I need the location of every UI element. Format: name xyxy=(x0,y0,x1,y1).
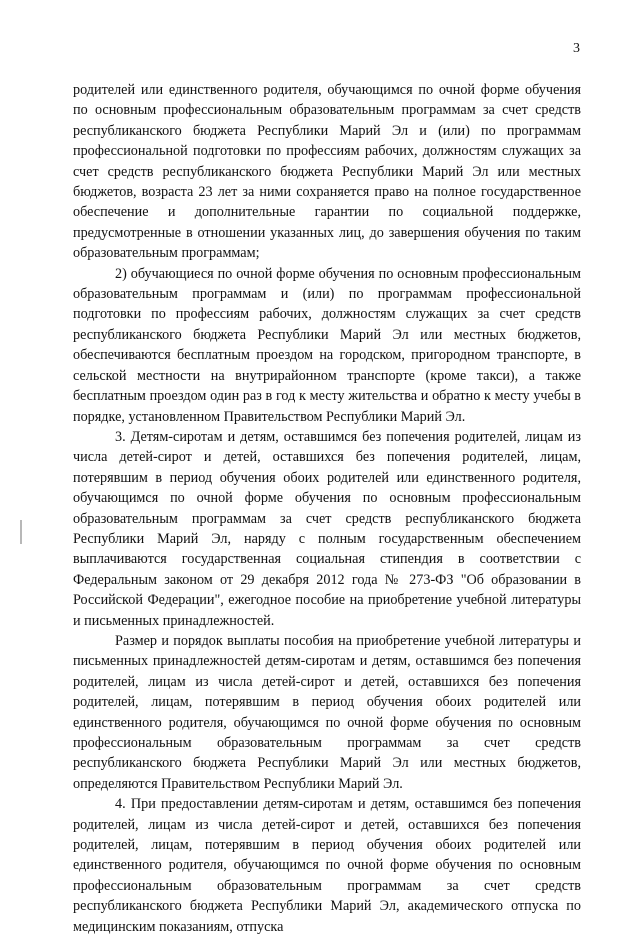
paragraph-continuation: родителей или единственного родителя, обучающимся по очной форме обучения по основным профессиональным образовательным программам за счет средств республиканского бюджета Республики Марий Эл и (или) по программам профессиональной подготовки по профессиям рабочих, должностям служащих за счет средств республиканского бюджета Республики Марий Эл или местных бюджетов, возраста 23 лет за ними сохраняется право на полное государственное обеспечение и дополнительные гарантии по социальной поддержке, предусмотренные в отношении указанных лиц, до завершения обучения по таким образовательным программам; xyxy=(73,82,581,262)
page-number: 3 xyxy=(573,41,580,56)
document-body xyxy=(73,80,581,937)
paragraph-item-3: 3. Детям-сиротам и детям, оставшимся без попечения родителей, лицам из числа детей-сирот и детей, оставшихся без попечения родителей, лицам, потерявшим в период обучения обоих родителей или единственного родителя, обучающимся по очной форме обучения по основным профессиональным образовательным программам за счет средств республиканского бюджета Республики Марий Эл, наряду с полным государственным обеспечением выплачиваются государственная социальная стипендия в соответствии с Федеральным законом от 29 декабря 2012 года № 273-ФЗ "Об образовании в Российской Федерации", ежегодное пособие на приобретение учебной литературы и письменных принадлежностей. xyxy=(73,428,581,629)
paragraph-allowance-rules: Размер и порядок выплаты пособия на приобретение учебной литературы и письменных принадлежностей детям-сиротам и детям, оставшимся без попечения родителей, лицам из числа детей-сирот и детей, оставшихся без попечения родителей, лицам, потерявшим в период обучения обоих родителей или единственного родителя, обучающимся по очной форме обучения по основным профессиональным образовательным программам за счет средств республиканского бюджета Республики Марий Эл или местных бюджетов, определяются Правительством Республики Марий Эл. xyxy=(73,632,581,792)
paragraph-item-2: 2) обучающиеся по очной форме обучения по основным профессиональным образовательным программам и (или) по программам профессиональной подготовки по профессиям рабочих, должностям служащих за счет средств республиканского бюджета Республики Марий Эл или местных бюджетов, обеспечиваются бесплатным проездом на городском, пригородном транспорте, в сельской местности на внутрирайонном транспорте (кроме такси), а также бесплатным проездом один раз в год к месту жительства и обратно к месту учебы в порядке, установленном Правительством Республики Марий Эл. xyxy=(73,265,581,425)
scan-margin-mark xyxy=(20,520,22,544)
paragraph-item-4: 4. При предоставлении детям-сиротам и детям, оставшимся без попечения родителей, лицам из числа детей-сирот и детей, оставшихся без попечения родителей, лицам, потерявшим в период обучения обоих родителей или единственного родителя, обучающимся по очной форме обучения по основным профессиональным образовательным программам за счет средств республиканского бюджета Республики Марий Эл, академического отпуска по медицинским показаниям, отпуска xyxy=(73,796,581,935)
